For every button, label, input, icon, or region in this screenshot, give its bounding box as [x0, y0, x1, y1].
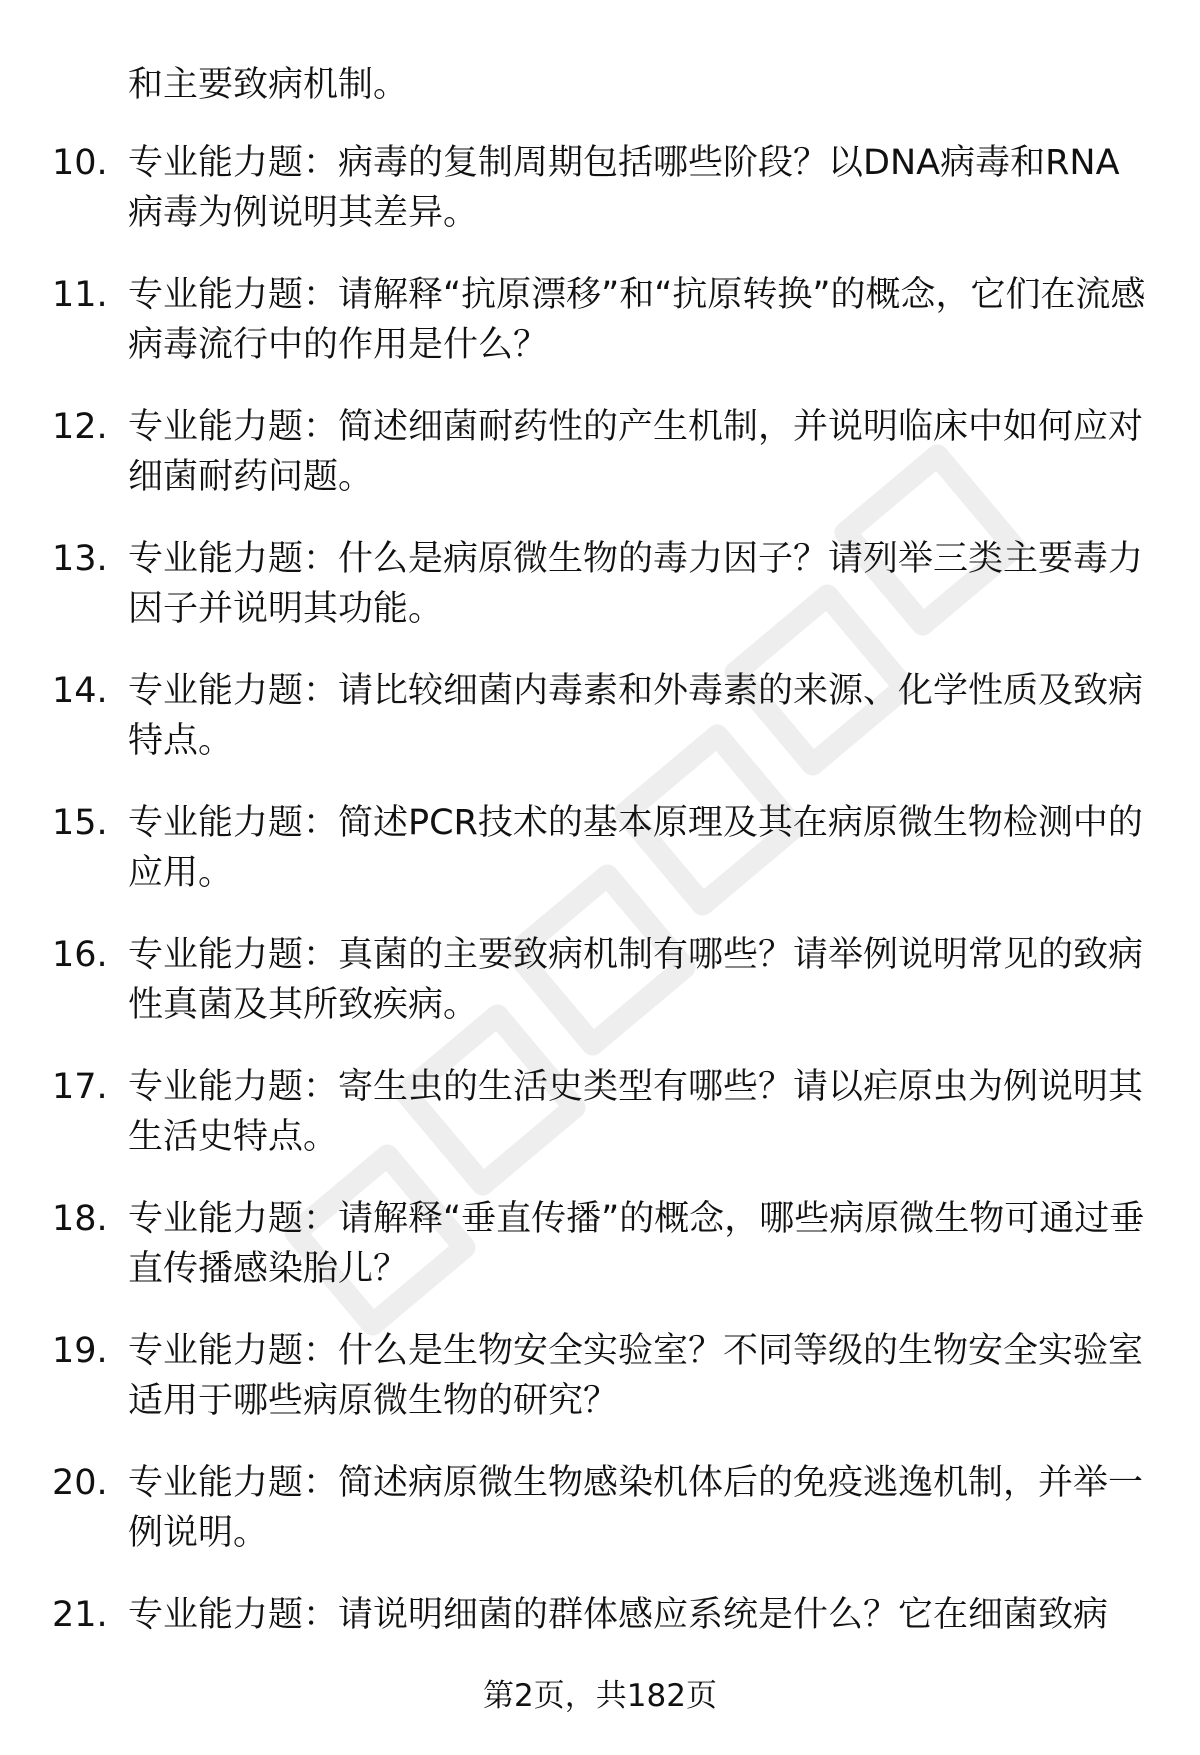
question-item	[0, 138, 1200, 270]
page-footer: 第2页，共182页	[483, 1678, 717, 1714]
question-text: 专业能力题：什么是生物安全实验室？不同等级的生物安全实验室适用于哪些病原微生物的研究？	[128, 1331, 1144, 1421]
question-list	[0, 138, 1200, 1722]
question-text: 专业能力题：什么是病原微生物的毒力因子？请列举三类主要毒力因子并说明其功能。	[128, 539, 1144, 629]
question-text: 专业能力题：请解释“抗原漂移”和“抗原转换”的概念，它们在流感病毒流行中的作用是什么？	[128, 275, 1146, 365]
question-text: 专业能力题：寄生虫的生活史类型有哪些？请以疟原虫为例说明其生活史特点。	[128, 1067, 1144, 1157]
question-item	[0, 666, 1200, 798]
continuation-text: 和主要致病机制。	[128, 65, 409, 105]
question-item	[0, 1458, 1200, 1590]
question-number: 14.	[52, 671, 108, 711]
question-number: 19.	[52, 1331, 108, 1371]
question-item	[0, 534, 1200, 666]
question-text: 专业能力题：简述病原微生物感染机体后的免疫逃逸机制，并举一例说明。	[128, 1463, 1144, 1553]
question-number: 11.	[52, 275, 108, 315]
question-item	[0, 1062, 1200, 1194]
question-number: 17.	[52, 1067, 108, 1107]
question-item	[0, 930, 1200, 1062]
question-number: 20.	[52, 1463, 108, 1503]
question-text: 专业能力题：真菌的主要致病机制有哪些？请举例说明常见的致病性真菌及其所致疾病。	[128, 935, 1144, 1025]
question-number: 13.	[52, 539, 108, 579]
question-item	[0, 1326, 1200, 1458]
question-text: 专业能力题：病毒的复制周期包括哪些阶段？以DNA病毒和RNA病毒为例说明其差异。	[128, 143, 1120, 233]
question-number: 18.	[52, 1199, 108, 1239]
question-number: 10.	[52, 143, 108, 183]
question-text: 专业能力题：简述细菌耐药性的产生机制，并说明临床中如何应对细菌耐药问题。	[128, 407, 1144, 497]
question-text: 专业能力题：简述PCR技术的基本原理及其在病原微生物检测中的应用。	[128, 803, 1143, 893]
question-item	[0, 1194, 1200, 1326]
question-item	[0, 270, 1200, 402]
question-number: 15.	[52, 803, 108, 843]
question-number: 16.	[52, 935, 108, 975]
question-item	[0, 402, 1200, 534]
question-text: 专业能力题：请解释“垂直传播”的概念，哪些病原微生物可通过垂直传播感染胎儿？	[128, 1199, 1145, 1289]
question-number: 12.	[52, 407, 108, 447]
question-text: 专业能力题：请比较细菌内毒素和外毒素的来源、化学性质及致病特点。	[128, 671, 1144, 761]
question-text: 专业能力题：请说明细菌的群体感应系统是什么？它在细菌致病	[128, 1595, 1109, 1635]
question-number: 21.	[52, 1595, 108, 1635]
question-item	[0, 798, 1200, 930]
